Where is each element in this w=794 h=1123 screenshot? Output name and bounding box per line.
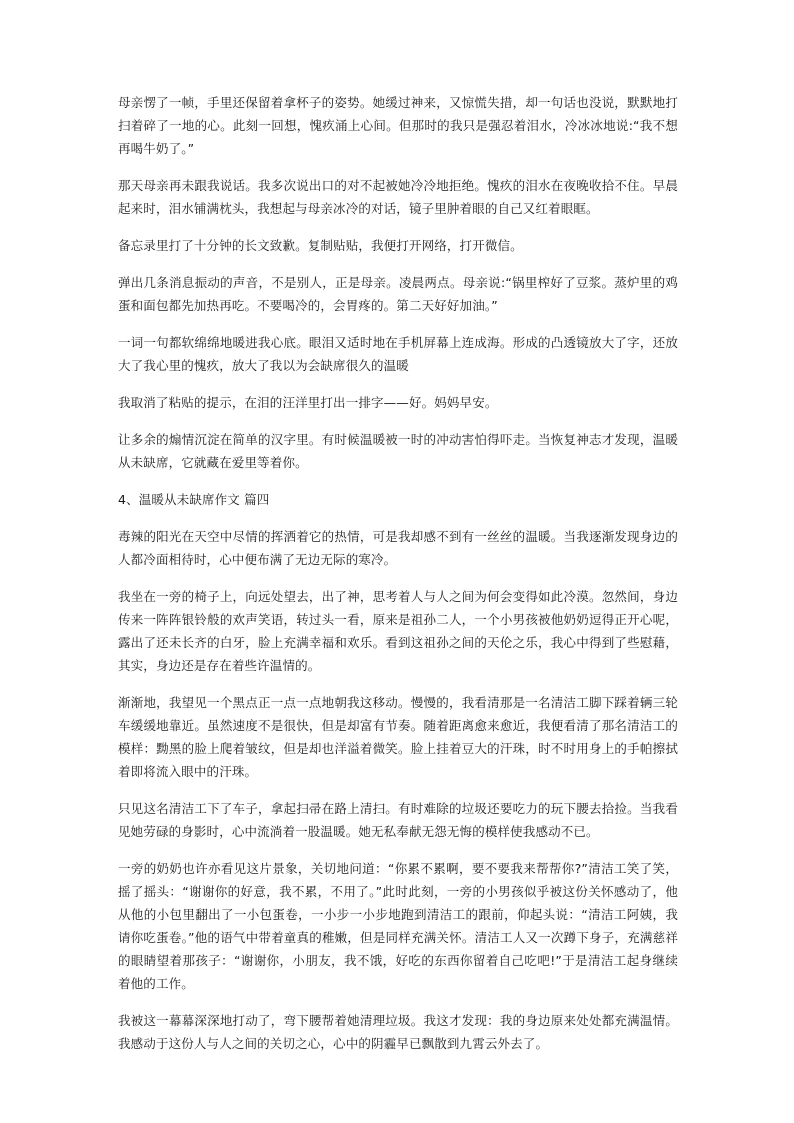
paragraph: 我被这一幕幕深深地打动了，弯下腰帮着她清理垃圾。我这才发现：我的身边原来处处都充满温情。我感动于这份人与人之间的关切之心，心中的阴霾早已飘散到九霄云外去了。 [118, 1013, 678, 1051]
paragraph: 备忘录里打了十分钟的长文致歉。复制贴贴，我便打开网络，打开微信。 [118, 238, 523, 253]
document-body [118, 91, 678, 1069]
paragraph: 我坐在一旁的椅子上，向远处望去，出了神，思考着人与人之间为何会变得如此冷漠。忽然间，身边传来一阵阵银铃般的欢声笑语，转过头一看，原来是祖孙二人，一个小男孩被他奶奶逗得正开心呢，露出了还未长齐的白牙，脸上充满幸福和欢乐。看到这祖孙之间的天伦之乐，我心中得到了些慰藉，其实，身边还是存在着些许温情的。 [118, 589, 678, 673]
paragraph: 母亲愣了一帧，手里还保留着拿杯子的姿势。她缓过神来，又惊慌失措，却一句话也没说，默默地打扫着碎了一地的心。此刻一回想，愧疚涌上心间。但那时的我只是强忍着泪水，冷冰冰地说:“我不想再喝牛奶了。” [118, 95, 678, 156]
paragraph: 让多余的煽情沉淀在简单的汉字里。有时候温暖被一时的冲动害怕得吓走。当恢复神志才发现，温暖从未缺席，它就藏在爱里等着你。 [118, 432, 678, 470]
paragraph: 毒辣的阳光在天空中尽情的挥洒着它的热情，可是我却感不到有一丝丝的温暖。当我逐渐发现身边的人都冷面相待时，心中便布满了无边无际的寒冷。 [118, 529, 678, 567]
paragraph: 一旁的奶奶也许亦看见这片景象，关切地问道：“你累不累啊，要不要我来帮帮你?”清洁工笑了笑，摇了摇头：“谢谢你的好意，我不累，不用了。”此时此刻，一旁的小男孩似乎被这份关怀感动了，他从他的小包里翻出了一小包蛋卷，一小步一小步地跑到清洁工的跟前，仰起头说：“清洁工阿姨，我请你吃蛋卷。”他的语气中带着童真的稚嫩，但是同样充满关怀。清洁工人又一次蹲下身子，充满慈祥的眼睛望着那孩子：“谢谢你，小朋友，我不饿，好吃的东西你留着自己吃吧!”于是清洁工起身继续着他的工作。 [118, 861, 678, 991]
paragraph: 只见这名清洁工下了车子，拿起扫帚在路上清扫。有时难除的垃圾还要吃力的玩下腰去拾捡。当我看见她劳碌的身影时，心中流淌着一股温暖。她无私奉献无怨无悔的模样使我感动不已。 [118, 801, 678, 839]
section-heading: 4、温暖从未缺席作文 篇四 [118, 492, 270, 507]
paragraph: 渐渐地，我望见一个黑点正一点一点地朝我这移动。慢慢的，我看清那是一名清洁工脚下踩着辆三轮车缓缓地靠近。虽然速度不是很快，但是却富有节奏。随着距离愈来愈近，我便看清了那名清洁工的模样：黝黑的脸上爬着皱纹，但是却也洋溢着微笑。脸上挂着豆大的汗珠，时不时用身上的手帕擦拭着即将流入眼中的汗珠。 [118, 695, 678, 779]
paragraph: 一词一句都软绵绵地暖进我心底。眼泪又适时地在手机屏幕上连成海。形成的凸透镜放大了字，还放大了我心里的愧疚，放大了我以为会缺席很久的温暖 [118, 335, 678, 373]
paragraph: 弹出几条消息振动的声音，不是别人，正是母亲。凌晨两点。母亲说:“锅里榨好了豆浆。蒸炉里的鸡蛋和面包都先加热再吃。不要喝冷的，会胃疼的。第二天好好加油。” [118, 275, 678, 313]
paragraph: 那天母亲再未跟我说话。我多次说出口的对不起被她冷冷地拒绝。愧疚的泪水在夜晚收拾不住。早晨起来时，泪水铺满枕头，我想起与母亲冰冷的对话，镜子里肿着眼的自己又红着眼眶。 [118, 178, 678, 216]
paragraph: 我取消了粘贴的提示，在泪的汪洋里打出一排字——好。妈妈早安。 [118, 395, 498, 410]
